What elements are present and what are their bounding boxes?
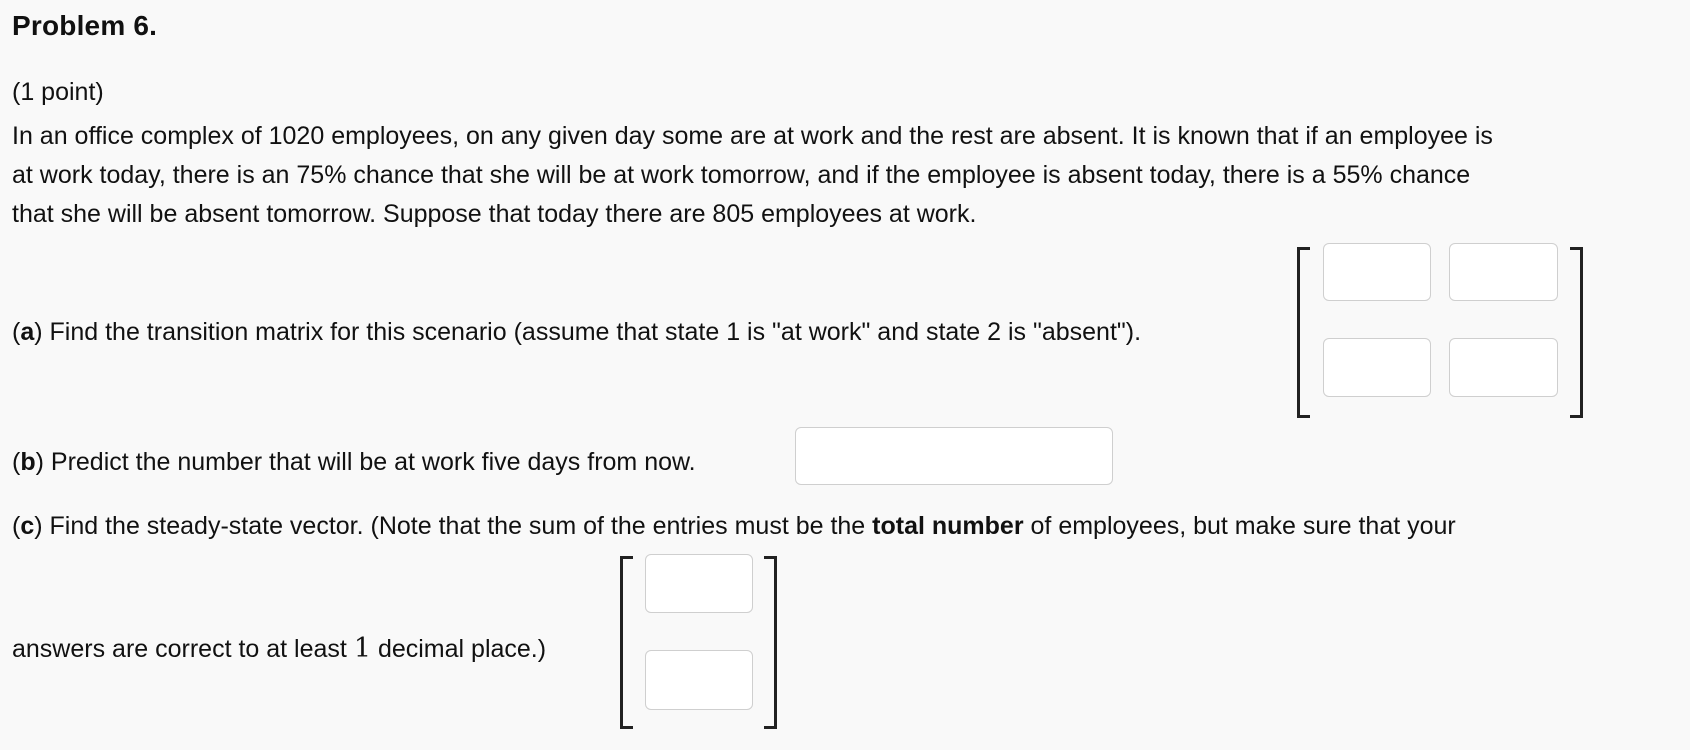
decimal-places-number: 1 [353,633,371,664]
matrix-a-entry-2-2[interactable] [1449,338,1558,397]
matrix-a-right-bracket [1570,247,1583,418]
part-b-text: Predict the number that will be at work five days from now. [50,448,696,476]
part-c-text: answers are correct to at least [12,635,354,663]
problem-statement [12,117,1690,234]
vector-c-left-bracket [620,556,633,729]
vector-c-entry-2[interactable] [645,650,753,710]
matrix-a-entry-1-2[interactable] [1449,243,1558,301]
part-c-prompt: (c) Find the steady-state vector. (Note that the sum of the entries must be the total number of employees, but make sure that your [12,512,1456,540]
part-c-text: of employees, but make sure that your [1023,512,1456,540]
part-b-prompt: (b) Predict the number that will be at work five days from now. [12,448,696,476]
vector-c-entry-1[interactable] [645,554,753,613]
part-c-text: Find the steady-state vector. (Note that the sum of the entries must be the [49,512,873,540]
part-c-label: c [20,512,35,540]
problem-title: Problem 6. [12,10,158,41]
part-a-label: a [20,318,35,346]
statement-line: that she will be absent tomorrow. Suppose that today there are 805 employees at work. [12,200,977,228]
part-b-answer-input[interactable] [795,427,1113,485]
matrix-a-left-bracket [1297,247,1310,418]
part-c-emphasis: total number [872,512,1024,540]
statement-line: at work today, there is an 75% chance that she will be at work tomorrow, and if the employee is absent today, there is a 55% chance [12,161,1471,189]
part-a-prompt: (a) Find the transition matrix for this scenario (assume that state 1 is "at work" and state 2 is "absent"). [12,318,1142,346]
vector-c-right-bracket [764,556,777,729]
matrix-a-entry-1-1[interactable] [1323,243,1431,301]
part-c-text: decimal place.) [371,635,547,663]
part-a-text: Find the transition matrix for this scenario (assume that state 1 is "at work" and state 2 is "absent"). [49,318,1142,346]
part-b-label: b [20,448,36,476]
problem-points: (1 point) [12,78,104,106]
statement-line: In an office complex of 1020 employees, on any given day some are at work and the rest are absent. It is known that if an employee is [12,122,1493,150]
part-c-prompt-continued [12,633,546,664]
matrix-a-entry-2-1[interactable] [1323,338,1431,397]
